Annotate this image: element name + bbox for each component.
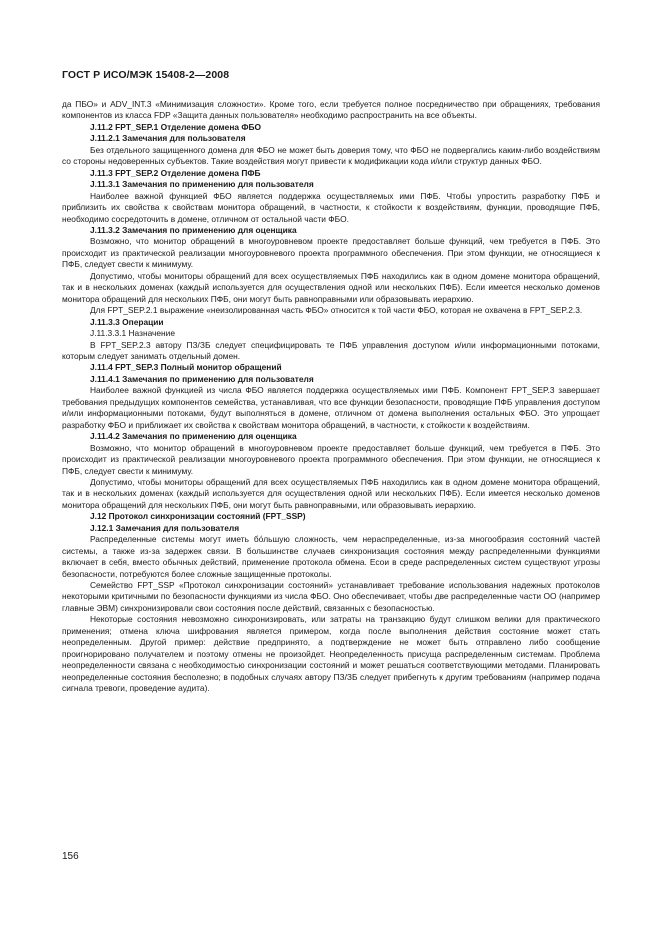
paragraph: Семейство FPT_SSP «Протокол синхронизации состояний» устанавливает требование использования надежных протоколов некоторыми критичными по безопасности функциями из числа ФБО. Оно обеспечивает, чтобы две распределенные части ОО (например главные ЭВМ) синхронизировали свои состояния после действий, связанных с безопасностью. (62, 580, 600, 613)
paragraph: Наиболее важной функцией из числа ФБО является поддержка осуществляемых ими ПФБ. Компонент FPT_SEP.3 завершает требования предыдущих компонентов семейства, устанавливая, что все функции безопасности, проводящие ПФБ управления доступом и/или информационными потоками, будут выполняться в домене, отличном от домена выполнения остальных ФБО. Это упрощает разработку ФБО и приближает их свойства к свойствам монитора обращений, в частности, к стойкости к воздействиям. (62, 385, 600, 430)
section-heading: J.11.3 FPT_SEP.2 Отделение домена ПФБ (90, 167, 261, 178)
section-heading: J.11.4 FPT_SEP.3 Полный монитор обращений (90, 362, 282, 373)
section-heading: J.12 Протокол синхронизации состояний (FPT_SSP) (90, 511, 306, 522)
section-heading: J.11.2 FPT_SEP.1 Отделение домена ФБО (90, 121, 262, 132)
paragraph: Распределенные системы могут иметь бо́льшую сложность, чем нераспределенные, из-за многообразия состояний частей системы, а также из-за задержек связи. В большинстве случаев синхронизация состояния между распределенными функциями включает в себя, вместо обычных действий, применение протокола обмена. Есои в среде распределенных систем существуют угрозы безопасности, потребуются более сложные защищенные протоколы. (62, 534, 600, 579)
section-heading: J.11.2.1 Замечания для пользователя (90, 133, 246, 144)
page-number: 156 (62, 851, 79, 862)
paragraph: Для FPT_SEP.2.1 выражение «неизолированная часть ФБО» относится к той части ФБО, которая не охвачена в FPT_SEP.2.3. (90, 305, 583, 316)
paragraph: Допустимо, чтобы мониторы обращений для всех осуществляемых ПФБ находились как в одном домене монитора обращений, так и в нескольких доменах (каждый используется для осуществления одной или нескольких ПФБ). Если имеется несколько доменов монитора обращений для нескольких ПФБ, они могут быть равноправными, или образовывать иерархию. (62, 476, 600, 510)
paragraph: Без отдельного защищенного домена для ФБО не может быть доверия тому, что ФБО не подвергались каким-либо воздействиям со стороны недоверенных субъектов. Такие воздействия могут привести к модификации кода и/или структур данных ФБО. (62, 144, 600, 167)
paragraph: Допустимо, чтобы мониторы обращений для всех осуществляемых ПФБ находились как в одном домене монитора обращений, так и в нескольких доменах (каждый используется для осуществления одной или нескольких ПФБ). Если имеется несколько доменов монитора обращений для нескольких ПФБ, они могут быть равноправными или образовывать иерархию. (62, 270, 600, 304)
section-heading: J.11.3.3 Операции (90, 316, 164, 327)
subsection-label: J.11.3.3.1 Назначение (90, 328, 176, 339)
section-heading: J.11.4.1 Замечания по применению для пользователя (90, 373, 314, 384)
paragraph: Возможно, что монитор обращений в многоуровневом проекте предоставляет больше функций, чем требуется в ПФБ. Это происходит из практической реализации многоуровневого проекта программного обеспечения. При этом функции, не относящиеся к ПФБ, следует свести к минимуму. (62, 236, 600, 270)
paragraph: Некоторые состояния невозможно синхронизировать, или затраты на транзакцию будут слишком велики для практического применения; отмена ключа шифрования является примером, когда после выполнения действия состояние может стать неопределенным. Другой пример: действие предпринято, а подтверждение не может быть отправлено либо сообщение проигнорировано получателем и поэтому отмены не произойдет. Неопределенность присуща распределенным системам. Проблема неопределенности связана с необходимостью синхронизации состояний и может решаться соответствующими методами. Планировать неопределенные состояния бесполезно; в подобных случаях автору ПЗ/ЗБ следует прибегнуть к другим требованиям (например подача сигнала тревоги, проведение аудита). (62, 614, 600, 694)
section-heading: J.11.3.1 Замечания по применению для пользователя (90, 179, 314, 190)
paragraph: Возможно, что монитор обращений в многоуровневом проекте предоставляет больше функций, чем требуется в ПФБ. Это происходит из практической реализации многоуровневого проекта программного обеспечения. При этом функции, не относящиеся к ПФБ, следует свести к минимуму. (62, 442, 600, 476)
section-heading: J.11.3.2 Замечания по применению для оценщика (90, 224, 297, 235)
paragraph: Наиболее важной функцией ФБО является поддержка осуществляемых ими ПФБ. Чтобы упростить разработку ПФБ и приблизить их свойства к свойствам монитора обращений, в частности, к стойкости к воздействиям, функции, проводящие ПФБ, необходимо сосредоточить в домене, отличном от остальной части ФБО. (62, 190, 600, 224)
paragraph: В FPT_SEP.2.3 автору ПЗ/ЗБ следует специфицировать те ПФБ управления доступом и/или информационными потоками, которым следует занимать отдельный домен. (62, 339, 600, 361)
document-header: ГОСТ Р ИСО/МЭК 15408-2—2008 (62, 69, 230, 81)
document-body (62, 99, 600, 695)
paragraph: да ПБО» и ADV_INT.3 «Минимизация сложности». Кроме того, если требуется полное посредничество при обращениях, требования компонентов из класса FDP «Защита данных пользователя» необходимо распространить на все объекты. (62, 99, 600, 121)
section-heading: J.11.4.2 Замечания по применению для оценщика (90, 431, 297, 442)
section-heading: J.12.1 Замечания для пользователя (90, 522, 240, 533)
